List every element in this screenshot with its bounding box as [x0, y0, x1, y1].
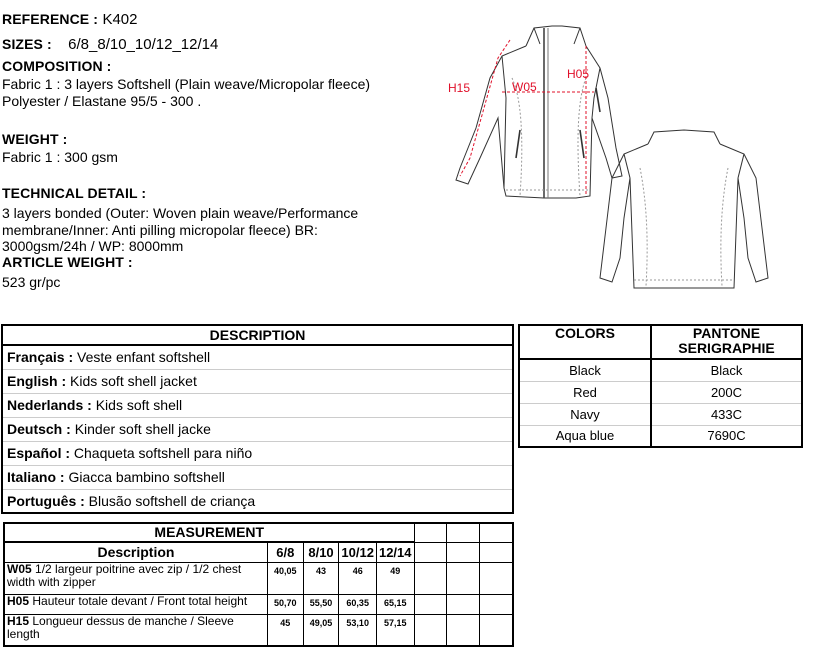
size-header: 6/8 [267, 542, 303, 562]
color-name: Black [519, 359, 651, 381]
language-text: Kinder soft shell jacke [74, 421, 211, 437]
language-label: English : [7, 373, 67, 389]
measurement-description [4, 614, 267, 646]
language-label: Nederlands : [7, 397, 92, 413]
weight-label: WEIGHT : [2, 131, 68, 147]
measurement-text: Hauteur totale devant / Front total height [32, 593, 248, 608]
measurement-value: 50,70 [267, 594, 303, 614]
reference-line [2, 11, 138, 29]
measurement-value: 49 [376, 562, 414, 594]
pantone-code: Black [651, 359, 802, 381]
measurement-text: 1/2 largeur poitrine avec zip / 1/2 chest width with zipper [7, 561, 242, 589]
measurement-text: Longueur dessus de manche / Sleeve length [7, 613, 234, 641]
reference-value: K402 [102, 11, 138, 28]
size-header: 10/12 [339, 542, 377, 562]
measurement-arrows [460, 40, 594, 194]
measurement-value: 49,05 [303, 614, 339, 646]
table-row [2, 489, 513, 513]
jacket-technical-drawing [440, 18, 770, 308]
measurement-code: H15 [7, 613, 30, 628]
pantone-header-line-1: PANTONE [692, 325, 761, 341]
table-row [2, 369, 513, 393]
technical-line-1: 3 layers bonded (Outer: Woven plain weave/Performance [2, 205, 359, 221]
colors-header: COLORS [519, 325, 651, 359]
article-weight-label: ARTICLE WEIGHT : [2, 254, 133, 270]
measurement-value: 46 [339, 562, 377, 594]
colors-table [518, 324, 803, 448]
measurement-value: 43 [303, 562, 339, 594]
measurement-desc-header: Description [4, 542, 267, 562]
measurement-value: 53,10 [339, 614, 377, 646]
composition-line-2: Polyester / Elastane 95/5 - 300 . [2, 93, 202, 109]
pantone-code: 200C [651, 381, 802, 403]
h15-drawing-label: H15 [448, 81, 471, 95]
table-row [2, 417, 513, 441]
language-text: Blusão softshell de criança [88, 492, 256, 509]
measurement-header-row [4, 542, 513, 562]
composition-label: COMPOSITION : [2, 58, 112, 74]
table-row [4, 614, 513, 646]
description-table [1, 324, 514, 514]
sizes-label: SIZES : [2, 36, 52, 52]
measurement-value: 40,05 [267, 562, 303, 594]
language-label: Español : [7, 445, 71, 461]
measurement-title: MEASUREMENT [4, 523, 414, 542]
language-label: Italiano : [7, 469, 65, 485]
measurement-value: 45 [267, 614, 303, 646]
measurement-code: H05 [7, 593, 30, 608]
table-row [4, 562, 513, 594]
pantone-code: 433C [651, 403, 802, 425]
language-text: Giacca bambino softshell [68, 469, 225, 485]
color-name: Navy [519, 403, 651, 425]
measurement-value: 60,35 [339, 594, 377, 614]
color-name: Red [519, 381, 651, 403]
table-row [2, 393, 513, 417]
language-label: Français : [7, 349, 74, 366]
reference-label: REFERENCE : [2, 11, 98, 27]
technical-line-3: 3000gsm/24h / WP: 8000mm [2, 238, 184, 254]
table-row [519, 381, 802, 403]
measurement-description [4, 562, 267, 594]
language-text: Kids soft shell jacket [70, 373, 197, 389]
pantone-code: 7690C [707, 428, 746, 444]
measurement-value: 65,15 [376, 594, 414, 614]
size-header: 12/14 [376, 542, 414, 562]
table-row [2, 345, 513, 369]
language-label: Português : [7, 492, 85, 509]
pantone-header-line-2: SERIGRAPHIE [678, 340, 775, 356]
table-row [519, 359, 802, 381]
size-header: 8/10 [303, 542, 339, 562]
technical-line-2: membrane/Inner: Anti pilling micropolar fleece) BR: [2, 222, 318, 238]
measurement-table [3, 522, 514, 647]
jacket-back-view [600, 130, 768, 288]
table-row [4, 594, 513, 614]
measurement-description [4, 594, 267, 614]
language-text: Kids soft shell [95, 397, 183, 413]
w05-drawing-label: W05 [512, 80, 537, 94]
language-text: Veste enfant softshell [77, 349, 211, 366]
description-title: DESCRIPTION [2, 325, 513, 345]
language-label: Deutsch : [7, 421, 71, 437]
language-text: Chaqueta softshell para niño [73, 445, 253, 461]
measurement-value: 57,15 [376, 614, 414, 646]
table-row [2, 465, 513, 489]
technical-label: TECHNICAL DETAIL : [2, 185, 147, 201]
table-row [2, 441, 513, 465]
sizes-line [2, 36, 218, 54]
article-weight-value: 523 gr/pc [2, 274, 61, 290]
h05-drawing-label: H05 [567, 67, 590, 81]
table-row [519, 403, 802, 425]
table-row [519, 425, 802, 447]
measurement-value: 55,50 [303, 594, 339, 614]
pantone-header [651, 325, 802, 359]
composition-line-1: Fabric 1 : 3 layers Softshell (Plain weave/Micropolar fleece) [2, 76, 371, 92]
sizes-value: 6/8_8/10_10/12_12/14 [68, 36, 219, 53]
color-name: Aqua blue [519, 425, 651, 447]
weight-value: Fabric 1 : 300 gsm [2, 149, 118, 165]
measurement-code: W05 [7, 561, 32, 576]
jacket-front-view [456, 26, 622, 198]
